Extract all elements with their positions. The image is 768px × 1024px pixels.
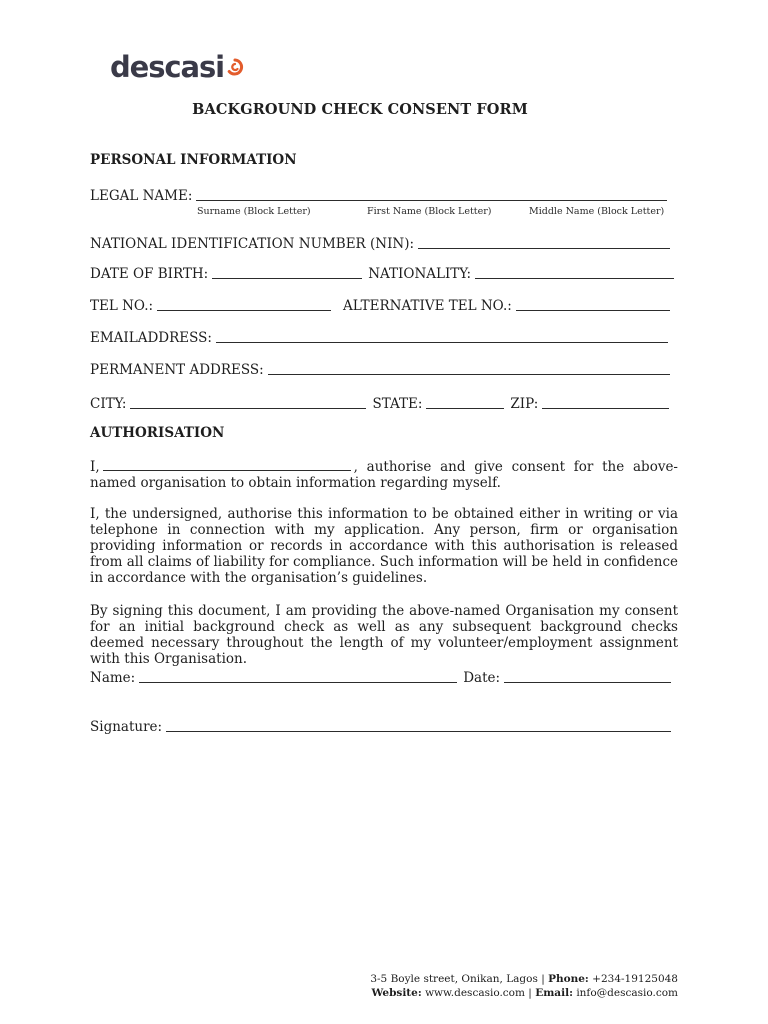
legal-name-field[interactable] bbox=[196, 186, 667, 201]
dob-field[interactable] bbox=[212, 264, 362, 279]
email-field[interactable] bbox=[216, 328, 668, 343]
tel-field[interactable] bbox=[157, 296, 331, 311]
address-row bbox=[90, 358, 670, 378]
signature-label: Signature: bbox=[90, 719, 163, 735]
consent-paragraph bbox=[90, 458, 678, 491]
address-label: PERMANENT ADDRESS: bbox=[90, 362, 264, 378]
address-field[interactable] bbox=[268, 360, 670, 375]
name-label: Name: bbox=[90, 670, 136, 686]
authorisation-heading: AUTHORISATION bbox=[90, 425, 225, 441]
nin-row bbox=[90, 232, 670, 252]
email-row bbox=[90, 326, 668, 346]
first-name-hint: First Name (Block Letter) bbox=[367, 206, 492, 217]
dob-label: DATE OF BIRTH: bbox=[90, 266, 209, 282]
tel-row bbox=[90, 294, 670, 314]
signature-row bbox=[90, 715, 671, 735]
footer-email-label: Email: bbox=[535, 987, 573, 999]
zip-label: ZIP: bbox=[510, 396, 539, 412]
page-footer bbox=[370, 972, 678, 1000]
logo-o-swirl-icon bbox=[226, 56, 244, 78]
personal-information-heading: PERSONAL INFORMATION bbox=[90, 152, 297, 168]
company-logo bbox=[110, 50, 244, 84]
tel-label: TEL NO.: bbox=[90, 298, 154, 314]
city-label: CITY: bbox=[90, 396, 127, 412]
signing-paragraph: By signing this document, I am providing the above-named Organisation my consent for an initial background check as well as any subsequent background checks deemed necessary throughout the length of my volunteer/employment assignment with this Organisation. bbox=[90, 603, 678, 667]
city-state-zip-row bbox=[90, 392, 669, 412]
footer-line-2 bbox=[370, 986, 678, 1000]
state-field[interactable] bbox=[426, 394, 504, 409]
surname-hint: Surname (Block Letter) bbox=[197, 206, 311, 217]
state-label: STATE: bbox=[372, 396, 423, 412]
consent-name-field[interactable] bbox=[103, 458, 351, 471]
legal-name-row bbox=[90, 184, 667, 204]
name-date-row bbox=[90, 666, 671, 686]
date-field[interactable] bbox=[504, 668, 671, 683]
signature-field[interactable] bbox=[166, 717, 671, 732]
legal-name-label: LEGAL NAME: bbox=[90, 188, 193, 204]
nationality-label: NATIONALITY: bbox=[368, 266, 472, 282]
nin-field[interactable] bbox=[418, 234, 670, 249]
middle-name-hint: Middle Name (Block Letter) bbox=[529, 206, 665, 217]
footer-phone: +234-19125048 bbox=[592, 973, 678, 985]
dob-nationality-row bbox=[90, 262, 674, 282]
email-label: EMAILADDRESS: bbox=[90, 330, 212, 346]
name-field[interactable] bbox=[139, 668, 457, 683]
city-field[interactable] bbox=[130, 394, 366, 409]
nationality-field[interactable] bbox=[475, 264, 674, 279]
alt-tel-field[interactable] bbox=[516, 296, 670, 311]
footer-phone-label: Phone: bbox=[548, 973, 589, 985]
footer-website[interactable]: www.descasio.com | bbox=[425, 987, 532, 999]
logo-wordmark: descasi bbox=[110, 49, 224, 84]
footer-line-1 bbox=[370, 972, 678, 986]
form-title: BACKGROUND CHECK CONSENT FORM bbox=[192, 101, 528, 118]
footer-address: 3-5 Boyle street, Onikan, Lagos | bbox=[370, 973, 545, 985]
footer-website-label: Website: bbox=[371, 987, 422, 999]
footer-email[interactable]: info@descasio.com bbox=[576, 987, 678, 999]
zip-field[interactable] bbox=[542, 394, 669, 409]
nin-label: NATIONAL IDENTIFICATION NUMBER (NIN): bbox=[90, 236, 415, 252]
consent-prefix: I, bbox=[90, 459, 100, 475]
alt-tel-label: ALTERNATIVE TEL NO.: bbox=[343, 298, 512, 314]
authorisation-paragraph: I, the undersigned, authorise this information to be obtained either in writing or via telephone in connection with my application. Any person, firm or organisation providing information or records in accordance with this authorisation is released from all claims of liability for compliance. Such information will be held in confidence in accordance with the organisation’s guidelines. bbox=[90, 506, 678, 586]
date-label: Date: bbox=[463, 670, 501, 686]
consent-suffix: , authorise and give consent for the above-named organisation to obtain information regarding myself. bbox=[90, 459, 678, 491]
